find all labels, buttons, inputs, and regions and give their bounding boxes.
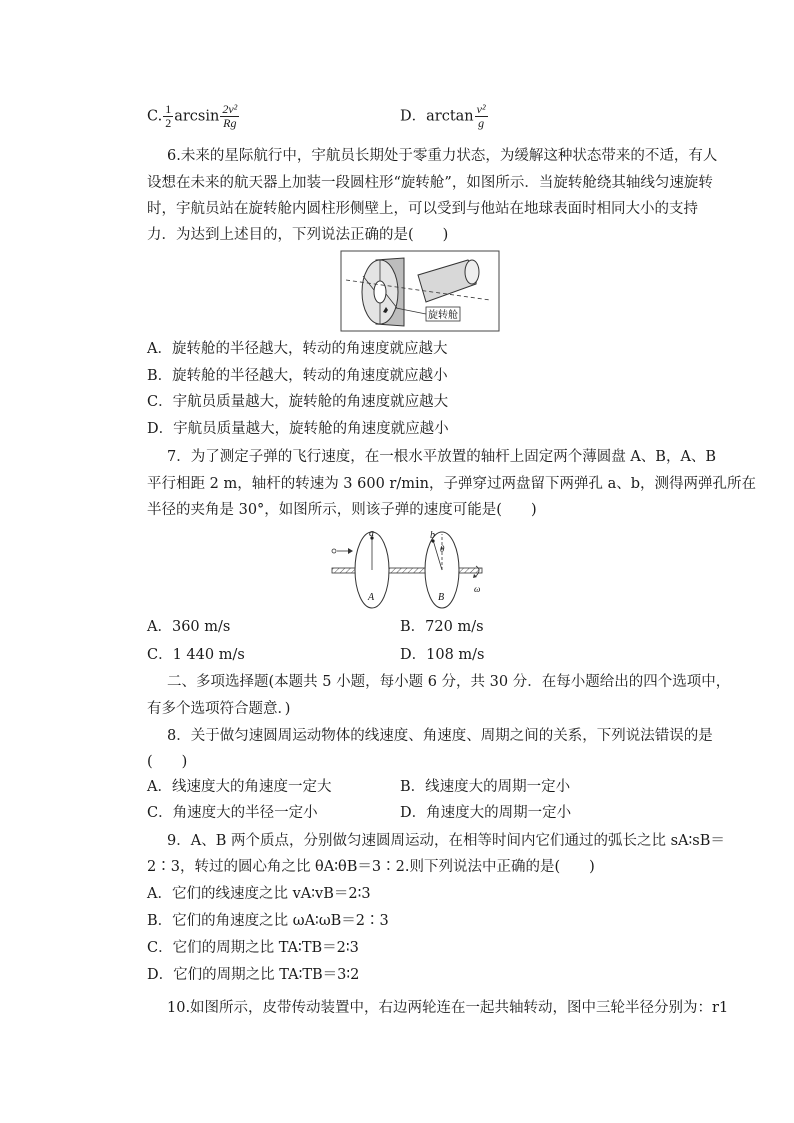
figure-label-cabin: 旋转舱 [428,310,458,321]
q9-option-a: A．它们的线速度之比 vA∶vB＝2∶3 [147,886,371,902]
q7-stem-line2: 平行相距 2 m，轴杆的转速为 3 600 r/min，子弹穿过两盘留下两弹孔 a、b，测得两弹孔所在 [147,476,756,492]
q7-option-b: B．720 m/s [400,619,484,635]
q9-stem-line1: 9．A、B 两个质点，分别做匀速圆周运动，在相等时间内它们通过的弧长之比 sA∶sB＝ [167,833,725,849]
q6-stem-line3: 时，宇航员站在旋转舱内圆柱形侧壁上，可以受到与他站在地球表面时相同大小的支持 [147,201,698,217]
q7-option-c: C．1 440 m/s [147,647,245,663]
label-a: a [369,530,374,539]
q6-option-b: B．旋转舱的半径越大，转动的角速度就应越小 [147,368,448,384]
option-c-label: C. [147,108,163,125]
d-fraction [475,103,488,130]
section2-heading-line1: 二、多项选择题(本题共 5 小题，每小题 6 分，共 30 分．在每小题给出的四个选项中， [167,674,731,690]
d-num: v² [476,102,486,116]
label-omega: ω [474,584,481,594]
c-fraction [220,103,239,130]
q8-option-c: C．角速度大的半径一定小 [147,805,318,821]
c-num: 2v² [222,102,238,116]
q6-option-d: D．宇航员质量越大，旋转舱的角速度就应越小 [147,421,449,437]
c-den: Rg [223,116,237,130]
q6-option-c: C．宇航员质量越大，旋转舱的角速度就应越大 [147,394,449,410]
q5-option-d [400,103,489,130]
q7-option-d: D．108 m/s [400,647,485,663]
q6-option-a: A．旋转舱的半径越大，转动的角速度就应越大 [147,341,448,357]
q6-stem-line4: 力．为达到上述目的，下列说法正确的是( ) [147,227,449,243]
q7-option-a: A．360 m/s [147,619,231,635]
q8-option-d: D．角速度大的周期一定小 [400,805,572,821]
section2-heading-line2: 有多个选项符合题意．) [147,701,291,717]
q8-stem-line1: 8．关于做匀速圆周运动物体的线速度、角速度、周期之间的关系，下列说法错误的是 [167,728,713,744]
q8-stem-line2: ( ) [147,754,188,770]
label-disc-b: B [438,592,445,603]
q9-option-b: B．它们的角速度之比 ωA∶ωB＝2∶3 [147,913,389,929]
rotating-cabin-figure [340,250,500,332]
label-b: b [430,530,435,541]
q6-stem-line1: 6.未来的星际航行中，宇航员长期处于零重力状态，为缓解这种状态带来的不适，有人 [167,148,718,164]
d-den: g [478,116,485,130]
q10-stem-line1: 10.如图所示，皮带传动装置中，右边两轮连在一起共轴转动，图中三轮半径分别为：r1 [167,1000,729,1016]
coef-num: 1 [165,102,172,116]
q8-option-b: B．线速度大的周期一定小 [400,779,571,795]
q8-option-a: A．线速度大的角速度一定大 [147,779,332,795]
coef-den: 2 [165,116,172,130]
q9-stem-line2: 2∶3，转过的圆心角之比 θA∶θB＝3∶2.则下列说法中正确的是( ) [147,859,595,875]
option-d-label: D．arctan [400,108,474,125]
bullet-discs-figure [326,530,498,612]
q9-option-c: C．它们的周期之比 TA∶TB＝2∶3 [147,940,359,956]
coef-fraction [163,103,173,130]
q5-option-c [147,103,240,130]
arcsin-text: arcsin [174,108,220,125]
q7-stem-line1: 7．为了测定子弹的飞行速度，在一根水平放置的轴杆上固定两个薄圆盘 A、B，A、B [167,449,717,465]
q9-option-d: D．它们的周期之比 TA∶TB＝3∶2 [147,967,360,983]
label-disc-a: A [368,592,375,603]
q7-stem-line3: 半径的夹角是 30°，如图所示，则该子弹的速度可能是( ) [147,502,537,518]
label-theta: θ [440,544,445,554]
q6-stem-line2: 设想在未来的航天器上加装一段圆柱形“旋转舱”，如图所示．当旋转舱绕其轴线匀速旋转 [147,175,713,191]
